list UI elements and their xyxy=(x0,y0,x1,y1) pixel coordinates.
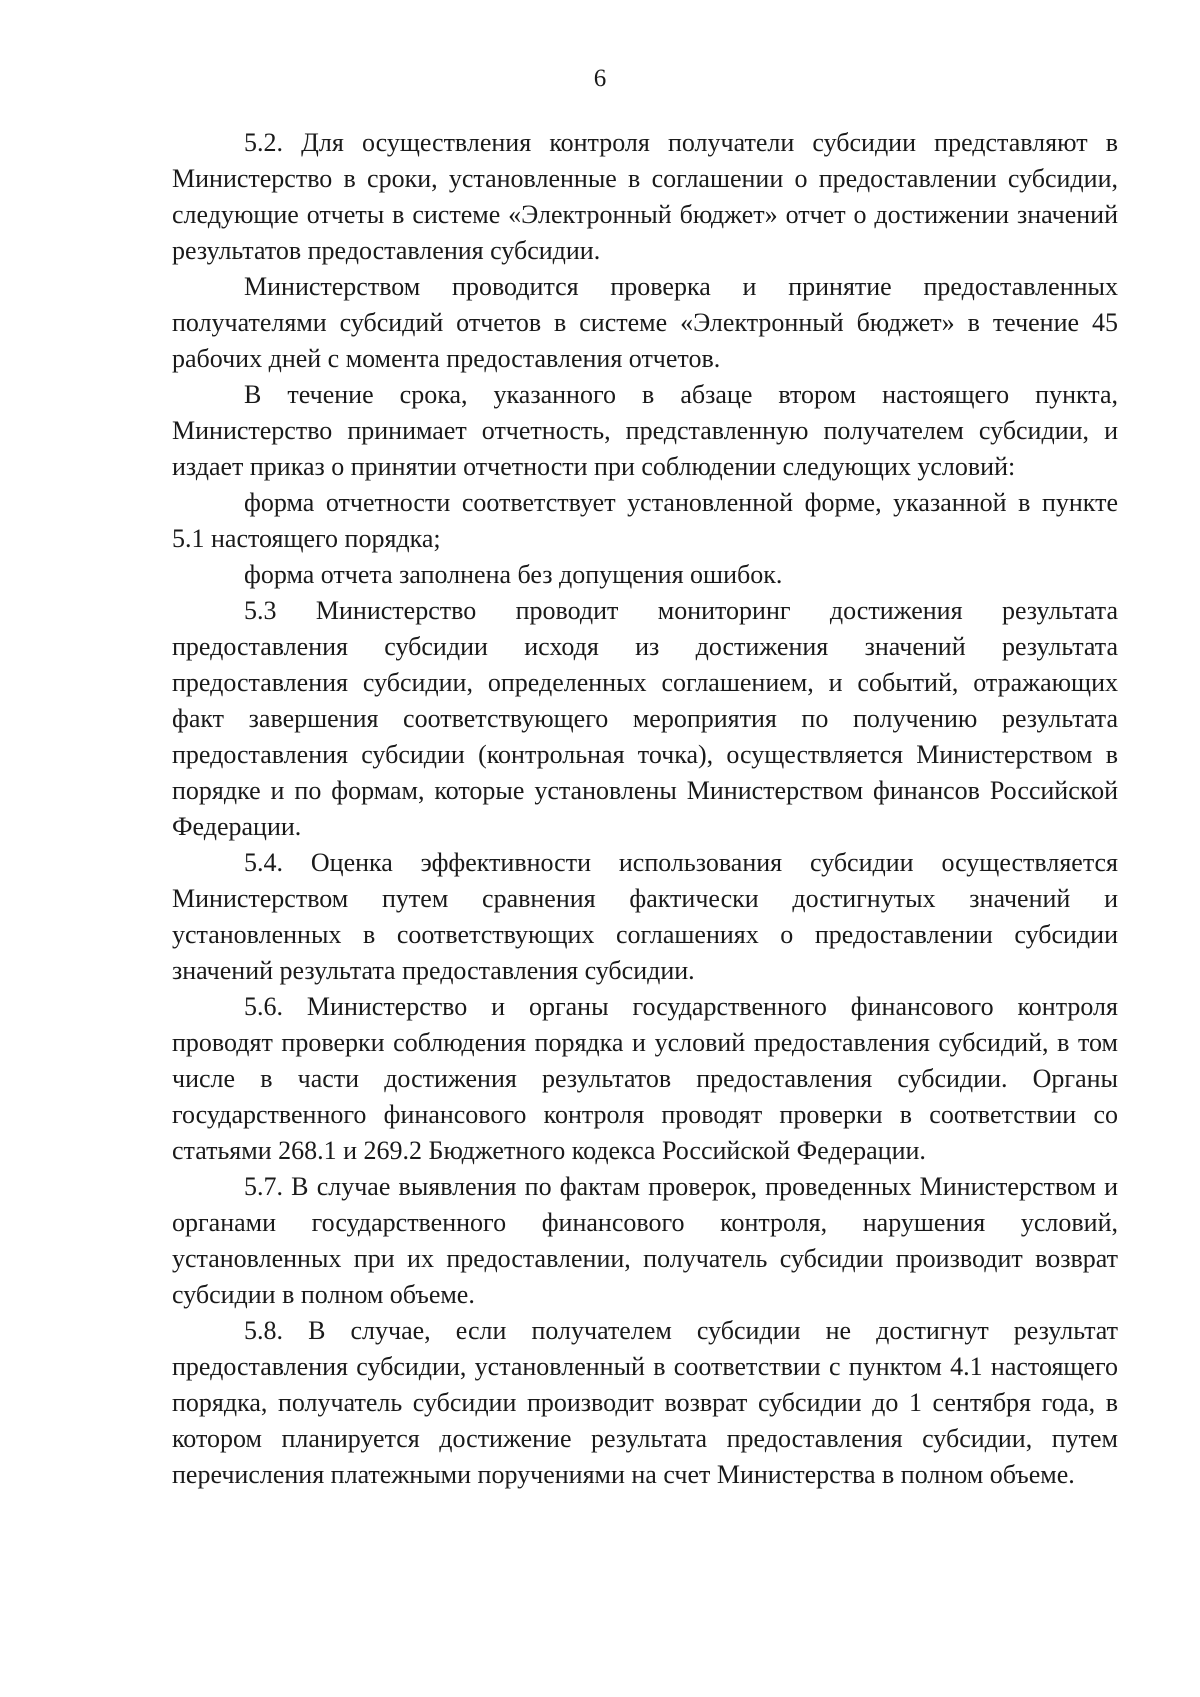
paragraph-5-6: 5.6. Министерство и органы государственного финансового контроля проводят проверки соблюдения порядка и условий предоставления субсидий, в том числе в части достижения результатов предоставления субсидии. Органы государственного финансового контроля проводят проверки в соответствии со статьями 268.1 и 269.2 Бюджетного кодекса Российской Федерации. xyxy=(172,992,1118,1165)
paragraph-condition-errors: форма отчета заполнена без допущения ошибок. xyxy=(244,560,783,589)
paragraph-5-3: 5.3 Министерство проводит мониторинг достижения результата предоставления субсидии исходя из достижения значений результата предоставления субсидии, определенных соглашением, и событий, отражающих факт завершения соответствующего мероприятия по получению результата предоставления субсидии (контрольная точка), осуществляется Министерством в порядке и по формам, которые установлены Министерством финансов Российской Федерации. xyxy=(172,596,1118,841)
paragraph-5-2: 5.2. Для осуществления контроля получатели субсидии представляют в Министерство в сроки, установленные в соглашении о предоставлении субсидии, следующие отчеты в системе «Электронный бюджет» отчет о достижении значений результатов предоставления субсидии. xyxy=(172,128,1118,265)
paragraph-5-4: 5.4. Оценка эффективности использования субсидии осуществляется Министерством путем сравнения фактически достигнутых значений и установленных в соответствующих соглашениях о предоставлении субсидии значений результата предоставления субсидии. xyxy=(172,848,1118,985)
paragraph-condition-form: форма отчетности соответствует установленной форме, указанной в пункте 5.1 настоящего порядка; xyxy=(172,488,1118,553)
paragraph-5-2-acceptance: В течение срока, указанного в абзаце втором настоящего пункта, Министерство принимает отчетность, представленную получателем субсидии, и издает приказ о принятии отчетности при соблюдении следующих условий: xyxy=(172,380,1118,481)
page-number: 6 xyxy=(593,65,607,92)
paragraph-5-8: 5.8. В случае, если получателем субсидии не достигнут результат предоставления субсидии, установленный в соответствии с пунктом 4.1 настоящего порядка, получатель субсидии производит возврат субсидии до 1 сентября года, в котором планируется достижение результата предоставления субсидии, путем перечисления платежными поручениями на счет Министерства в полном объеме. xyxy=(172,1316,1118,1489)
paragraph-5-7: 5.7. В случае выявления по фактам проверок, проведенных Министерством и органами государственного финансового контроля, нарушения условий, установленных при их предоставлении, получатель субсидии производит возврат субсидии в полном объеме. xyxy=(172,1172,1118,1309)
document-body xyxy=(172,125,1118,1493)
paragraph-5-2-review: Министерством проводится проверка и принятие предоставленных получателями субсидий отчетов в системе «Электронный бюджет» в течение 45 рабочих дней с момента предоставления отчетов. xyxy=(172,272,1118,373)
